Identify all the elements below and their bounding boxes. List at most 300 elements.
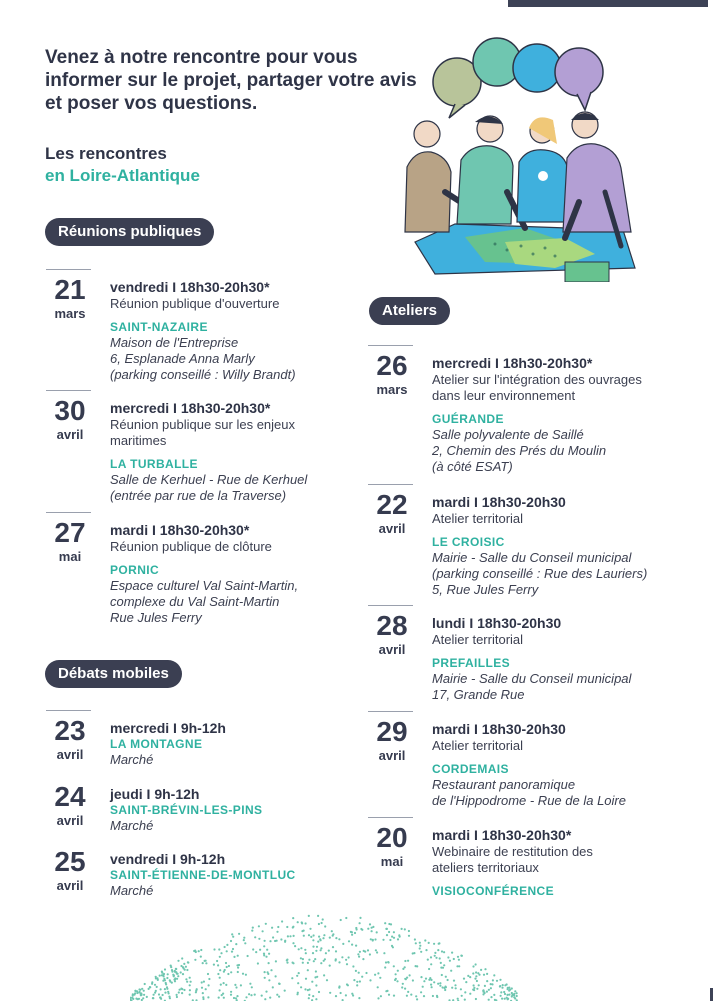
event-description: Réunion publique de clôture xyxy=(110,539,272,554)
decor-dot xyxy=(278,983,280,985)
event-datetime: vendredi I 18h30-20h30* xyxy=(110,279,270,295)
decor-dot xyxy=(348,956,350,958)
event-day: 28 xyxy=(376,610,408,641)
decor-dot xyxy=(198,950,200,952)
decor-dot xyxy=(402,983,404,985)
event-city: SAINT-NAZAIRE xyxy=(110,320,208,334)
decor-dot xyxy=(451,952,453,954)
decor-dot xyxy=(254,994,256,996)
decor-dot xyxy=(305,922,307,924)
decor-dot xyxy=(315,984,317,986)
decor-dot xyxy=(358,997,360,999)
event-month: avril xyxy=(378,748,406,763)
decor-dot xyxy=(300,986,302,988)
decor-dot xyxy=(441,950,443,952)
decor-dot xyxy=(317,941,319,943)
decor-dot xyxy=(219,989,221,991)
decor-dot xyxy=(248,993,250,995)
decor-dot xyxy=(313,960,315,962)
decor-dot xyxy=(189,977,191,979)
decor-dot xyxy=(266,949,268,951)
decor-dot xyxy=(454,984,456,986)
event-month: mars xyxy=(376,382,408,397)
decor-dot xyxy=(412,979,414,981)
decor-dot xyxy=(434,955,436,957)
decor-dot xyxy=(508,994,510,996)
decor-dot xyxy=(272,936,274,938)
decor-dot xyxy=(376,931,378,933)
decor-dot xyxy=(460,988,462,990)
decor-dot xyxy=(254,936,256,938)
decor-dot xyxy=(503,991,505,993)
decor-dot xyxy=(226,966,228,968)
decor-dot xyxy=(435,957,437,959)
decor-dot xyxy=(393,965,395,967)
event-datetime: mardi I 18h30-20h30 xyxy=(432,721,566,737)
event-day: 26 xyxy=(376,350,408,381)
decor-dot xyxy=(203,981,205,983)
decor-dot xyxy=(175,971,177,973)
decor-dot xyxy=(439,985,441,987)
decor-dot xyxy=(359,951,361,953)
decor-dot xyxy=(425,978,427,980)
decor-dot xyxy=(219,977,221,979)
decor-dot xyxy=(323,974,325,976)
decor-dot xyxy=(259,949,261,951)
decor-dot xyxy=(270,969,272,971)
decor-dot xyxy=(504,993,506,995)
decor-dot xyxy=(377,972,379,974)
decor-dot xyxy=(469,993,471,995)
decor-dot xyxy=(501,987,503,989)
decor-dot xyxy=(444,986,446,988)
event-day: 23 xyxy=(54,715,86,746)
decor-dot xyxy=(200,949,202,951)
decor-dot xyxy=(332,933,334,935)
decor-dot xyxy=(267,971,269,973)
decor-dot xyxy=(309,928,311,930)
decor-dot xyxy=(318,991,320,993)
decor-dot xyxy=(312,952,314,954)
decor-dot xyxy=(407,991,409,993)
decor-dot xyxy=(143,990,145,992)
divider xyxy=(46,390,91,391)
decor-dot xyxy=(269,940,271,942)
decor-dot xyxy=(367,949,369,951)
decor-dot xyxy=(486,980,488,982)
decor-dot xyxy=(427,959,429,961)
decor-dot xyxy=(251,986,253,988)
decor-dot xyxy=(154,992,156,994)
decor-dot xyxy=(363,950,365,952)
decor-dot xyxy=(292,942,294,944)
decor-dot xyxy=(342,943,344,945)
decor-dot xyxy=(287,935,289,937)
decor-dot xyxy=(353,979,355,981)
decor-dot xyxy=(143,994,145,996)
decor-dot xyxy=(242,973,244,975)
decor-dot xyxy=(386,934,388,936)
decor-dot xyxy=(499,979,501,981)
decor-dot xyxy=(245,974,247,976)
event-day: 20 xyxy=(376,822,408,853)
decor-dot xyxy=(488,999,490,1001)
decor-dot xyxy=(156,986,158,988)
decor-dot xyxy=(216,960,218,962)
decor-dot xyxy=(315,970,317,972)
decor-dot xyxy=(230,971,232,973)
decor-dot xyxy=(169,980,171,982)
decor-dot xyxy=(202,962,204,964)
event-address: Mairie - Salle du Conseil municipal 17, Grande Rue xyxy=(432,671,632,702)
decor-dot xyxy=(317,915,319,917)
decor-dot xyxy=(303,935,305,937)
decor-dot xyxy=(228,965,230,967)
decor-dot xyxy=(261,995,263,997)
decor-dot xyxy=(367,928,369,930)
speech-bubbles-icon xyxy=(433,38,603,118)
decor-dot xyxy=(432,995,434,997)
event-address: Marché xyxy=(110,818,154,833)
event-day: 21 xyxy=(54,274,86,305)
decor-dot xyxy=(174,978,176,980)
decor-dot xyxy=(458,959,460,961)
decor-dot xyxy=(302,958,304,960)
divider xyxy=(368,605,413,606)
decor-dot xyxy=(420,951,422,953)
decor-dot xyxy=(407,960,409,962)
decor-dot xyxy=(442,986,444,988)
decor-dot xyxy=(314,958,316,960)
decor-dot xyxy=(352,965,354,967)
event-city: PORNIC xyxy=(110,563,160,577)
decor-dot xyxy=(148,988,150,990)
decor-dot xyxy=(514,990,516,992)
decor-dot xyxy=(194,950,196,952)
decor-dot xyxy=(388,931,390,933)
decor-dot xyxy=(183,967,185,969)
decor-dot xyxy=(141,988,143,990)
decor-dot xyxy=(413,952,415,954)
decor-dot xyxy=(219,969,221,971)
decor-dot xyxy=(154,984,156,986)
decor-dot xyxy=(305,952,307,954)
decor-dot xyxy=(301,930,303,932)
decor-dot xyxy=(213,948,215,950)
decor-dot xyxy=(375,949,377,951)
decor-dot xyxy=(162,994,164,996)
decor-dot xyxy=(320,962,322,964)
decor-dot xyxy=(165,983,167,985)
event-city: SAINT-BRÉVIN-LES-PINS xyxy=(110,803,263,817)
decor-dot xyxy=(307,962,309,964)
event-day: 25 xyxy=(54,846,86,877)
decor-dot xyxy=(190,981,192,983)
event-description: Webinaire de restitution des ateliers territoriaux xyxy=(432,844,593,875)
decor-dot xyxy=(177,975,179,977)
decor-dot xyxy=(322,937,324,939)
decor-dot xyxy=(445,976,447,978)
decor-dot xyxy=(408,930,410,932)
decor-dot xyxy=(318,923,320,925)
decor-dot xyxy=(235,943,237,945)
person-3 xyxy=(517,117,567,222)
decor-dot xyxy=(395,973,397,975)
decor-dot xyxy=(320,947,322,949)
decor-dot xyxy=(457,998,459,1000)
decor-dot xyxy=(385,961,387,963)
decor-dot xyxy=(164,988,166,990)
decor-dot xyxy=(424,939,426,941)
decor-dot xyxy=(436,996,438,998)
decor-dot xyxy=(164,968,166,970)
event-city: PREFAILLES xyxy=(432,656,511,670)
decor-dot xyxy=(144,983,146,985)
event-month: mars xyxy=(54,306,86,321)
decor-dot xyxy=(374,938,376,940)
decor-dot xyxy=(385,990,387,992)
decor-dot xyxy=(425,949,427,951)
decor-dot xyxy=(236,995,238,997)
decor-dot xyxy=(305,978,307,980)
decor-dot xyxy=(440,962,442,964)
decor-dot xyxy=(291,977,293,979)
decor-dot xyxy=(321,922,323,924)
event-description: Atelier sur l'intégration des ouvrages dans leur environnement xyxy=(432,372,642,403)
decor-dot xyxy=(394,979,396,981)
decor-dot xyxy=(419,942,421,944)
decor-dot xyxy=(258,938,260,940)
decor-dot xyxy=(393,937,395,939)
decor-dot xyxy=(472,965,474,967)
decor-dot xyxy=(325,952,327,954)
decor-dot xyxy=(404,988,406,990)
event-address: Maison de l'Entreprise 6, Esplanade Anna Marly (parking conseillé : Willy Brandt) xyxy=(110,335,296,382)
decor-dot xyxy=(447,956,449,958)
decor-dot xyxy=(430,984,432,986)
event-address: Marché xyxy=(110,883,154,898)
decor-dot xyxy=(380,995,382,997)
decor-dot xyxy=(388,923,390,925)
decor-dot xyxy=(276,931,278,933)
decor-dot xyxy=(477,972,479,974)
decor-dot xyxy=(307,969,309,971)
event-datetime: vendredi I 9h-12h xyxy=(110,851,226,867)
decor-dot xyxy=(232,936,234,938)
decor-dot xyxy=(252,948,254,950)
decor-dot xyxy=(200,956,202,958)
dotted-hill-decoration xyxy=(130,905,520,1001)
decor-dot xyxy=(249,983,251,985)
decor-dot xyxy=(265,956,267,958)
decor-dot xyxy=(423,980,425,982)
decor-dot xyxy=(247,955,249,957)
decor-dot xyxy=(185,966,187,968)
decor-dot xyxy=(486,991,488,993)
decor-dot xyxy=(175,968,177,970)
decor-dot xyxy=(298,972,300,974)
decor-dot xyxy=(230,994,232,996)
decor-dot xyxy=(255,951,257,953)
decor-dot xyxy=(205,962,207,964)
decor-dot xyxy=(138,998,140,1000)
decor-dot xyxy=(443,964,445,966)
decor-dot xyxy=(173,975,175,977)
decor-dot xyxy=(243,939,245,941)
decor-dot xyxy=(300,947,302,949)
decor-dot xyxy=(284,940,286,942)
decor-dot xyxy=(286,962,288,964)
decor-dot xyxy=(220,952,222,954)
decor-dot xyxy=(493,994,495,996)
decor-dot xyxy=(189,994,191,996)
decor-dot xyxy=(346,983,348,985)
event-datetime: mardi I 18h30-20h30* xyxy=(432,827,572,843)
decor-dot xyxy=(304,988,306,990)
event-city: SAINT-ÉTIENNE-DE-MONTLUC xyxy=(110,868,296,882)
person-4 xyxy=(563,112,631,246)
decor-dot xyxy=(264,971,266,973)
decor-dot xyxy=(202,992,204,994)
event-day: 30 xyxy=(54,395,86,426)
decor-dot xyxy=(499,985,501,987)
decor-dot xyxy=(237,955,239,957)
decor-dot xyxy=(404,928,406,930)
decor-dot xyxy=(453,958,455,960)
decor-dot xyxy=(357,953,359,955)
decor-dot xyxy=(221,994,223,996)
map-table xyxy=(415,224,635,282)
decor-dot xyxy=(382,939,384,941)
decor-dot xyxy=(272,986,274,988)
decor-dot xyxy=(262,930,264,932)
event-address: Salle polyvalente de Saillé 2, Chemin des Prés du Moulin (à côté ESAT) xyxy=(432,427,607,474)
decor-dot xyxy=(441,974,443,976)
subtitle-line1: Les rencontres xyxy=(45,144,167,163)
decor-dot xyxy=(329,937,331,939)
event-datetime: mardi I 18h30-20h30* xyxy=(110,522,250,538)
event-month: avril xyxy=(378,521,406,536)
decor-dot xyxy=(359,922,361,924)
divider xyxy=(46,710,91,711)
decor-dot xyxy=(461,995,463,997)
decor-dot xyxy=(244,942,246,944)
decor-dot xyxy=(142,997,144,999)
event-city: GUÉRANDE xyxy=(432,412,504,426)
decor-dot xyxy=(308,997,310,999)
decor-dot xyxy=(416,965,418,967)
decor-dot xyxy=(444,989,446,991)
decor-dot xyxy=(237,971,239,973)
decor-dot xyxy=(361,976,363,978)
decor-dot xyxy=(219,956,221,958)
divider xyxy=(46,512,91,513)
decor-dot xyxy=(356,981,358,983)
decor-dot xyxy=(292,962,294,964)
decor-dot xyxy=(420,991,422,993)
divider xyxy=(368,817,413,818)
decor-dot xyxy=(437,983,439,985)
decor-dot xyxy=(406,977,408,979)
decor-dot xyxy=(168,992,170,994)
decor-dot xyxy=(430,979,432,981)
decor-dot xyxy=(464,999,466,1001)
decor-dot xyxy=(404,960,406,962)
decor-dot xyxy=(356,984,358,986)
decor-dot xyxy=(226,950,228,952)
decor-dot xyxy=(227,973,229,975)
decor-dot xyxy=(289,935,291,937)
ateliers-heading: Ateliers xyxy=(369,297,450,325)
person-2 xyxy=(457,116,525,228)
decor-dot xyxy=(284,990,286,992)
decor-dot xyxy=(388,961,390,963)
decor-dot xyxy=(409,974,411,976)
decor-dot xyxy=(166,977,168,979)
decor-dot xyxy=(392,946,394,948)
divider xyxy=(368,484,413,485)
decor-dot xyxy=(504,984,506,986)
decor-dot xyxy=(476,980,478,982)
decor-dot xyxy=(365,972,367,974)
decor-dot xyxy=(396,980,398,982)
decor-dot xyxy=(419,947,421,949)
decor-dot xyxy=(186,981,188,983)
decor-dot xyxy=(275,975,277,977)
decor-dot xyxy=(332,946,334,948)
decor-dot xyxy=(181,992,183,994)
decor-dot xyxy=(268,979,270,981)
decor-dot xyxy=(371,930,373,932)
event-day: 29 xyxy=(376,716,408,747)
decor-dot xyxy=(472,989,474,991)
decor-dot xyxy=(455,987,457,989)
decor-dot xyxy=(265,923,267,925)
decor-dot xyxy=(304,949,306,951)
decor-dot xyxy=(322,918,324,920)
decor-dot xyxy=(152,997,154,999)
decor-dot xyxy=(201,981,203,983)
event-month: mai xyxy=(380,854,404,869)
decor-dot xyxy=(308,915,310,917)
decor-dot xyxy=(245,996,247,998)
decor-dot xyxy=(176,994,178,996)
decor-dot xyxy=(263,953,265,955)
decor-dot xyxy=(217,964,219,966)
decor-dot xyxy=(230,991,232,993)
event-day: 27 xyxy=(54,517,86,548)
decor-dot xyxy=(189,984,191,986)
decor-dot xyxy=(397,970,399,972)
decor-dot xyxy=(437,949,439,951)
decor-dot xyxy=(186,969,188,971)
decor-dot xyxy=(379,977,381,979)
decor-dot xyxy=(500,995,502,997)
decor-dot xyxy=(397,938,399,940)
decor-dot xyxy=(507,998,509,1000)
decor-dot xyxy=(235,997,237,999)
decor-dot xyxy=(428,942,430,944)
decor-dot xyxy=(338,987,340,989)
decor-dot xyxy=(475,963,477,965)
decor-dot xyxy=(467,975,469,977)
event-city: LA TURBALLE xyxy=(110,457,198,471)
decor-dot xyxy=(232,948,234,950)
event-day: 24 xyxy=(54,781,86,812)
decor-dot xyxy=(348,940,350,942)
decor-dot xyxy=(340,992,342,994)
decor-dot xyxy=(362,958,364,960)
